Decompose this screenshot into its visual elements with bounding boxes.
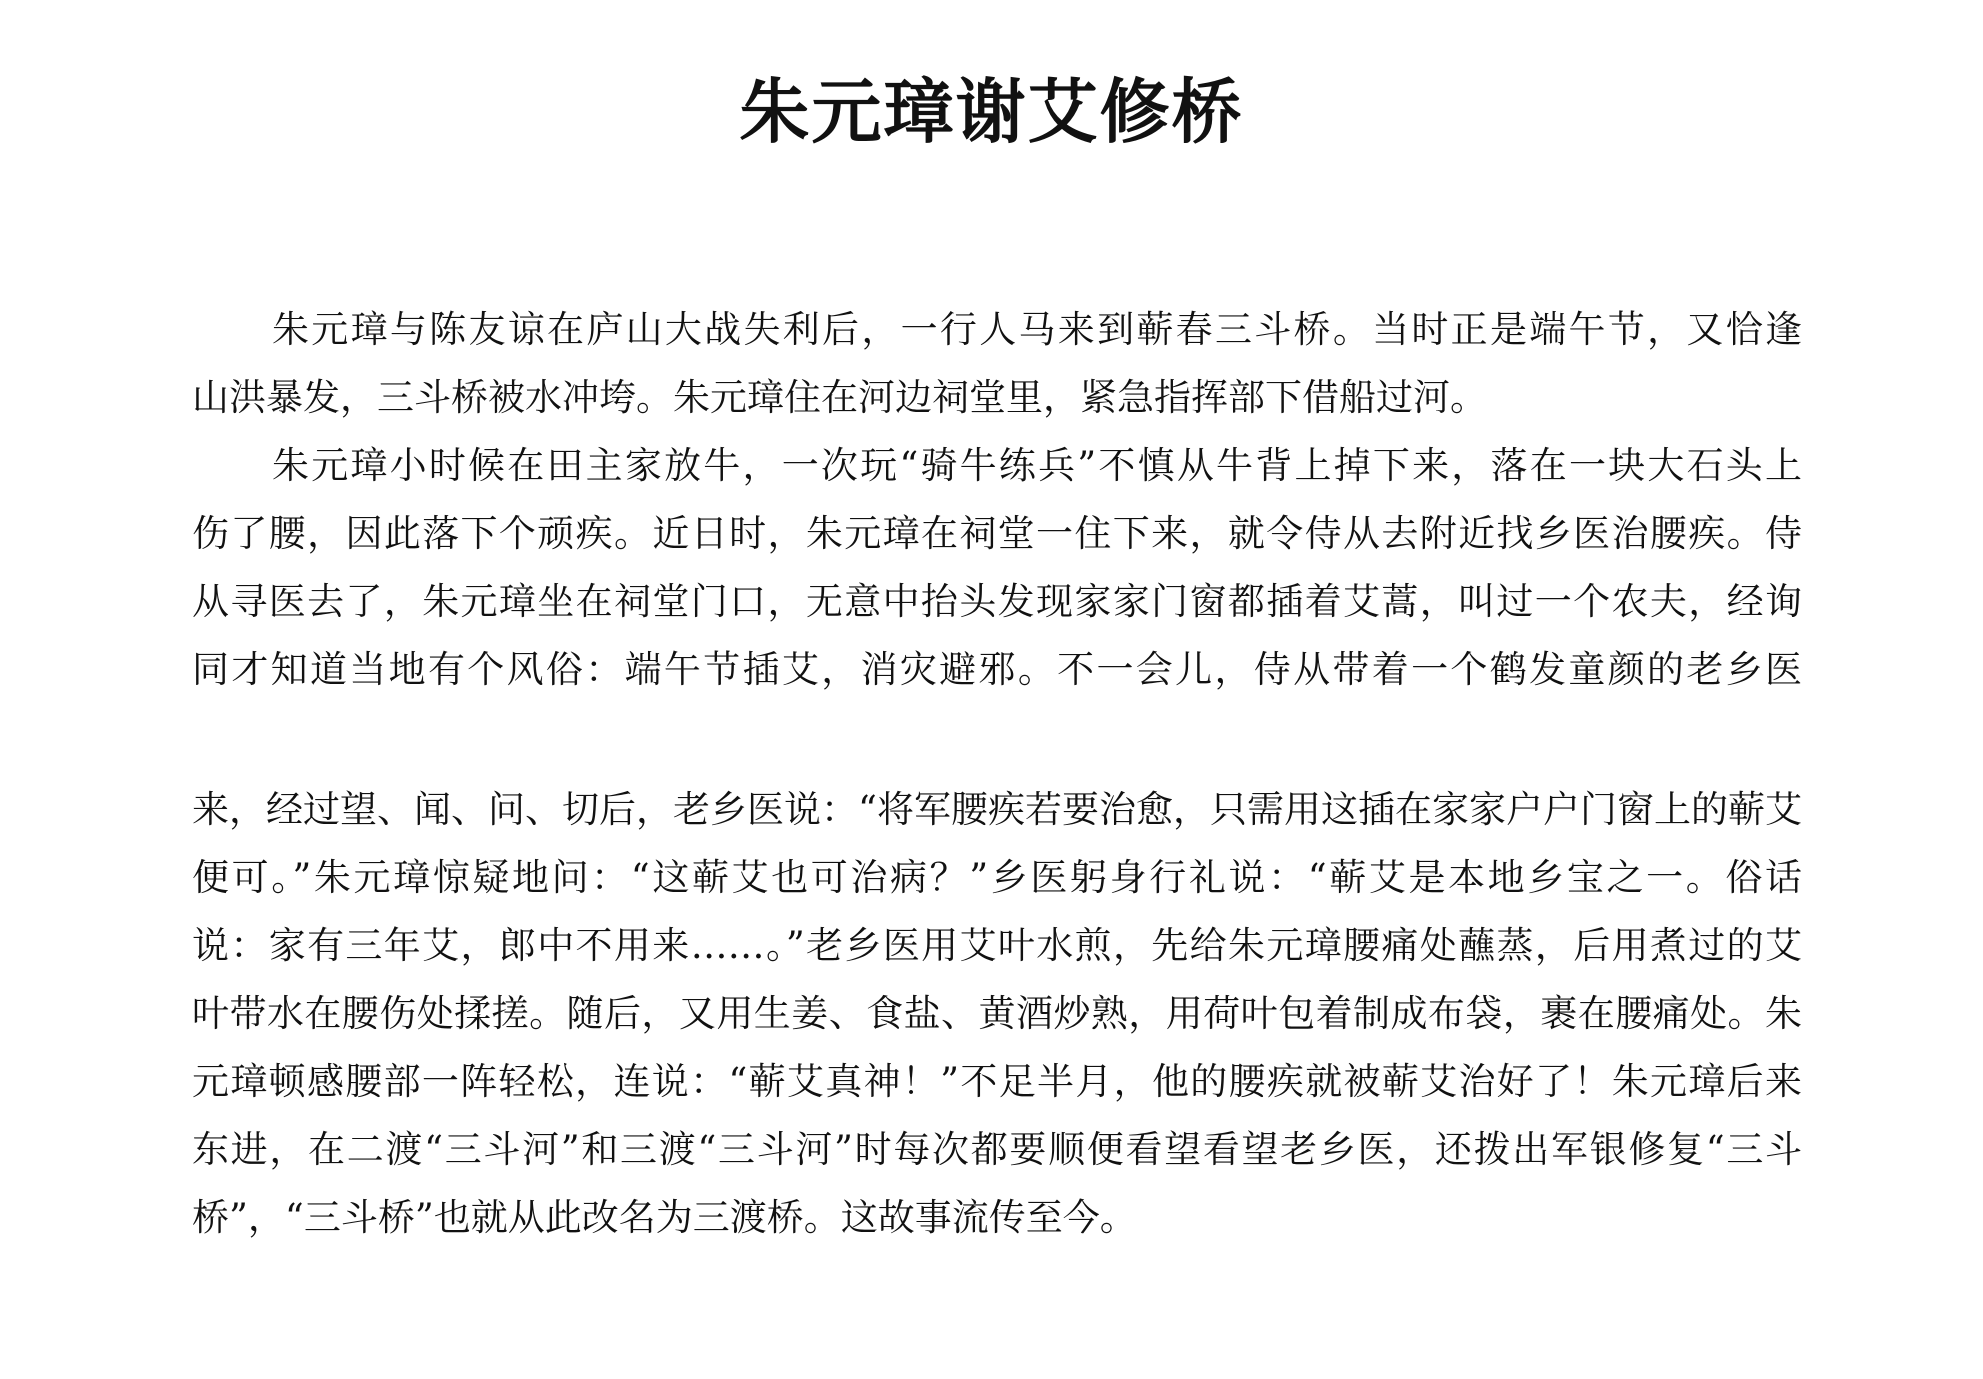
text-block-upper: [192, 296, 1802, 704]
text-line: 山洪暴发，三斗桥被水冲垮。朱元璋住在河边祠堂里，紧急指挥部下借船过河。: [192, 376, 1487, 419]
text-line: 朱元璋小时候在田主家放牛，一次玩“骑牛练兵”不慎从牛背上掉下来，落在一块大石头上: [272, 444, 1802, 487]
page-title: 朱元璋谢艾修桥: [739, 70, 1244, 153]
text-line: 从寻医去了，朱元璋坐在祠堂门口，无意中抬头发现家家门窗都插着艾蒿，叫过一个农夫，经询: [192, 580, 1802, 623]
text-block-lower: [192, 776, 1802, 1252]
text-line: 来，经过望、闻、问、切后，老乡医说：“将军腰疾若要治愈，只需用这插在家家户户门窗上的蕲艾: [192, 788, 1802, 831]
text-line: 伤了腰，因此落下个顽疾。近日时，朱元璋在祠堂一住下来，就令侍从去附近找乡医治腰疾。侍: [192, 512, 1802, 555]
text-line: 东进，在二渡“三斗河”和三渡“三斗河”时每次都要顺便看望看望老乡医，还拨出军银修复“三斗: [192, 1128, 1802, 1171]
text-line: 便可。”朱元璋惊疑地问：“这蕲艾也可治病？”乡医躬身行礼说：“蕲艾是本地乡宝之一。俗话: [192, 856, 1802, 899]
text-line: 说：家有三年艾，郎中不用来……。”老乡医用艾叶水煎，先给朱元璋腰痛处蘸蒸，后用煮过的艾: [192, 924, 1802, 967]
text-line: 叶带水在腰伤处揉搓。随后，又用生姜、食盐、黄酒炒熟，用荷叶包着制成布袋，裹在腰痛处。朱: [192, 992, 1802, 1035]
text-line: 桥”，“三斗桥”也就从此改名为三渡桥。这故事流传至今。: [192, 1196, 1137, 1239]
text-line: 同才知道当地有个风俗：端午节插艾，消灾避邪。不一会儿，侍从带着一个鹤发童颜的老乡医: [192, 648, 1802, 691]
text-line: 元璋顿感腰部一阵轻松，连说：“蕲艾真神！”不足半月，他的腰疾就被蕲艾治好了！朱元璋后来: [192, 1060, 1802, 1103]
text-line: 朱元璋与陈友谅在庐山大战失利后，一行人马来到蕲春三斗桥。当时正是端午节，又恰逢: [272, 308, 1802, 351]
